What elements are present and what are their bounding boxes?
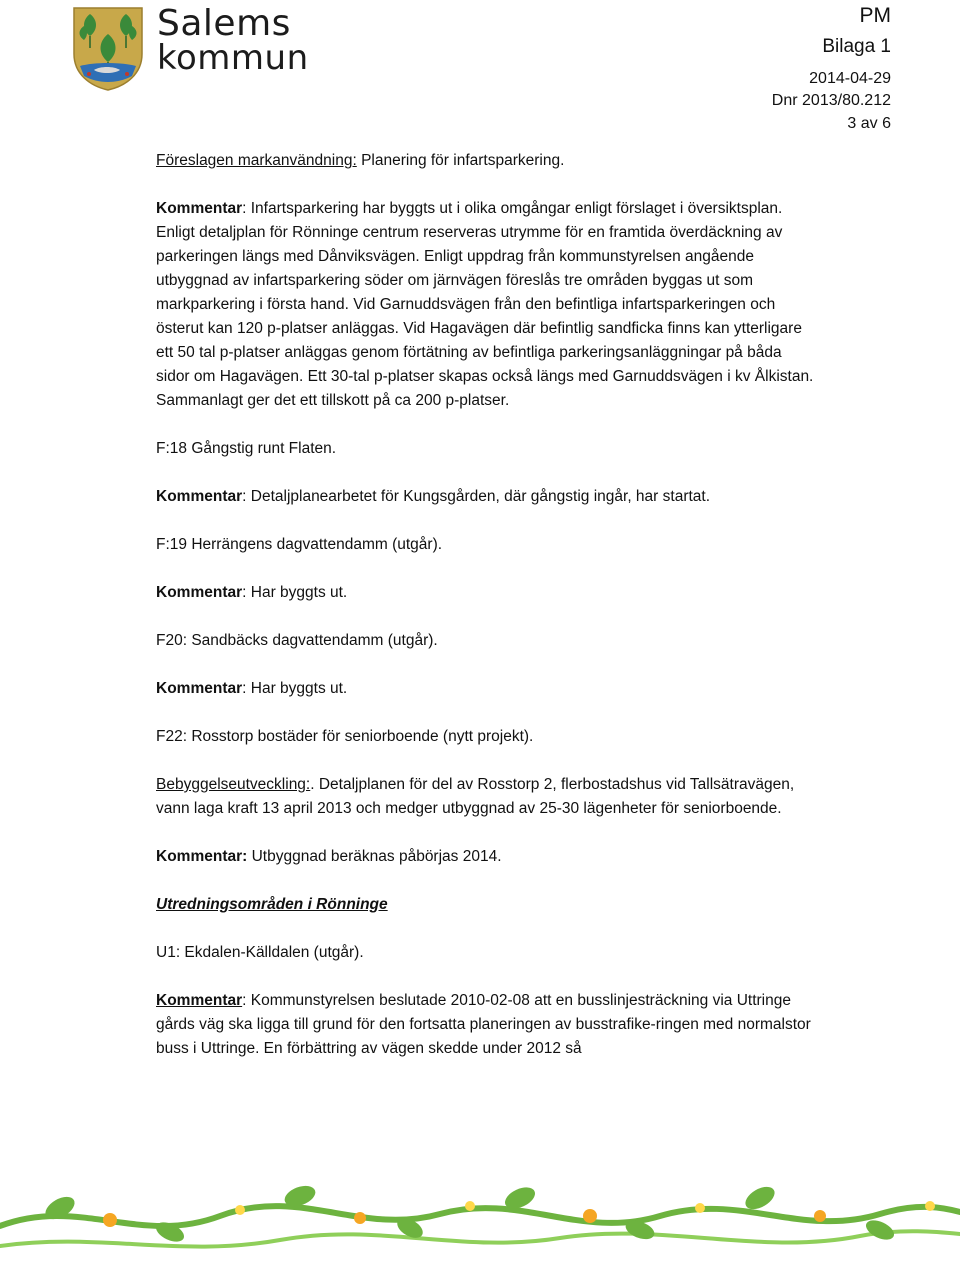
comment-text: : Har byggts ut. xyxy=(242,680,348,697)
comment-text: : Infartsparkering har byggts ut i olika omgångar enligt förslaget i översiktsplan. Enligt detaljplan för Rönninge centrum reserveras utrymme för en framtida överdäckning av parkeringen längs med Dånviksvägen. Enligt uppdrag från kommunstyrelsen angående utbyggnad av infartsparkering söder om järnvägen föreslås tre områden byggas ut som markparkering i första hand. Vid Garnuddsvägen från den befintliga infartsparkeringen och österut kan 120 p-platser anläggas. Vid Hagavägen där befintlig sandficka finns kan ytterligare ett 50 tal p-platser anläggas genom förtätning av befintliga parkeringsanläggningar på båda sidor om Hagavägen. Ett 30-tal p-platser skapas också längs med Garnuddsvägen i kv Ålkistan. Sammanlagt ger det ett tillskott på ca 200 p-platser. xyxy=(156,200,814,409)
doc-date: 2014-04-29 xyxy=(809,70,891,87)
comment-label: Kommentar xyxy=(156,680,243,697)
page-number: 3 av 6 xyxy=(847,115,891,132)
brand-line-2: kommun xyxy=(157,38,309,78)
comment-label: Kommentar xyxy=(156,488,243,505)
item-u1: U1: Ekdalen-Källdalen (utgår). xyxy=(156,944,364,961)
comment-label: Kommentar: xyxy=(156,848,248,865)
comment-u1 xyxy=(156,989,816,1061)
paragraph-proposed-land-use xyxy=(156,149,816,173)
document-meta xyxy=(772,4,891,136)
comment-parking xyxy=(156,197,816,413)
reference-number: Dnr 2013/80.212 xyxy=(771,92,891,109)
item-f20: F20: Sandbäcks dagvattendamm (utgår). xyxy=(156,632,438,649)
comment-text: : Kommunstyrelsen beslutade 2010-02-08 att en busslinjesträckning via Uttringe gårds väg ska ligga till grund för den fortsatta planeringen av busstrafike-ringen med normalstor buss i Uttringe. En förbättring av vägen skedde under 2012 så xyxy=(156,992,811,1057)
salems-coat-of-arms-logo xyxy=(70,4,146,92)
comment-text: : Detaljplanearbetet för Kungsgården, där gångstig ingår, har startat. xyxy=(242,488,711,505)
development-label: Bebyggelseutveckling: xyxy=(156,776,311,793)
section-heading-text: Utredningsområden i Rönninge xyxy=(156,896,388,913)
comment-f18 xyxy=(156,485,816,509)
section-heading xyxy=(156,893,816,917)
paragraph-development xyxy=(156,773,816,821)
brand-line-1: Salems xyxy=(157,3,291,44)
doc-type: PM xyxy=(859,4,891,27)
comment-f20 xyxy=(156,677,816,701)
comment-label: Kommentar xyxy=(156,200,243,217)
comment-label: Kommentar xyxy=(156,584,243,601)
attachment-label: Bilaga 1 xyxy=(822,36,891,57)
decorative-vine-footer xyxy=(0,1136,960,1266)
comment-f19 xyxy=(156,581,816,605)
development-text: . Detaljplanen för del av Rosstorp 2, flerbostadshus vid Tallsätravägen, vann laga kraft 13 april 2013 och medger utbyggnad av 25-30 lägenheter för seniorboende. xyxy=(156,776,795,817)
document-body xyxy=(156,149,816,1061)
comment-label: Kommentar xyxy=(156,992,243,1009)
comment-text: : Har byggts ut. xyxy=(242,584,348,601)
item-f22: F22: Rosstorp bostäder för seniorboende (nytt projekt). xyxy=(156,728,534,745)
proposed-land-use-label: Föreslagen markanvändning: xyxy=(156,152,357,169)
brand-wordmark xyxy=(157,3,309,78)
item-f19: F:19 Herrängens dagvattendamm (utgår). xyxy=(156,536,443,553)
comment-text: Utbyggnad beräknas påbörjas 2014. xyxy=(247,848,502,865)
item-f18: F:18 Gångstig runt Flaten. xyxy=(156,440,337,457)
comment-development xyxy=(156,845,816,869)
proposed-land-use-text: Planering för infartsparkering. xyxy=(356,152,565,169)
